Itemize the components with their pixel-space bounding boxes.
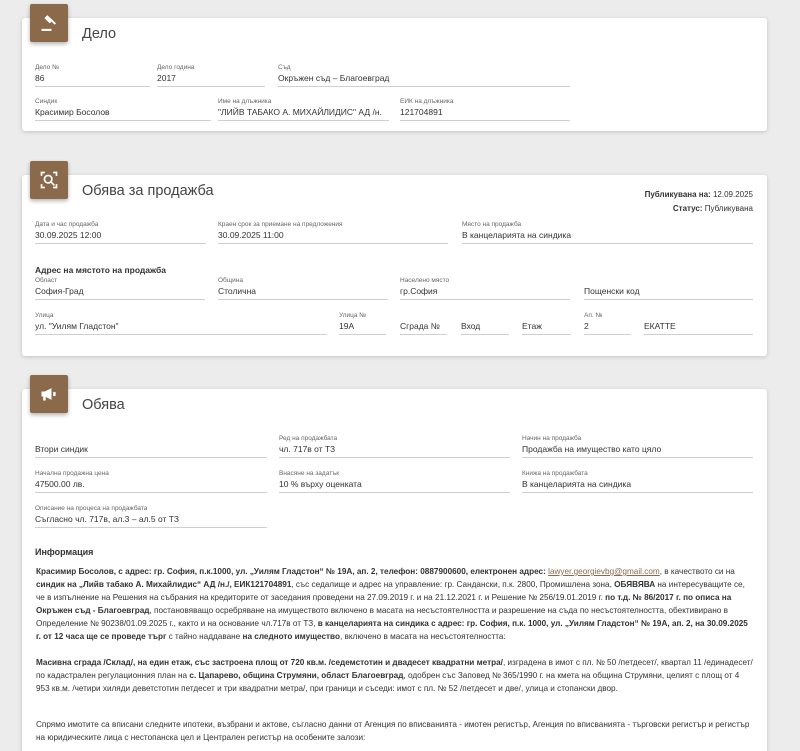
- building-field[interactable]: Сграда №: [400, 320, 447, 335]
- start-price-field[interactable]: Начална продажна цена 47500.00 лв.: [35, 470, 267, 493]
- case-number-field[interactable]: Дело № 86: [35, 64, 150, 87]
- gavel-badge: [30, 4, 68, 42]
- sale-documents-field[interactable]: Книжа на продажбата В канцеларията на синдика: [522, 470, 753, 493]
- ad-card: [22, 389, 767, 751]
- gavel-icon: [39, 13, 59, 33]
- ekatte-field[interactable]: ЕКАТТЕ: [644, 320, 753, 335]
- settlement-field[interactable]: Населено място гр.София: [400, 277, 570, 300]
- address-heading: Адрес на мястото на продажба: [35, 265, 167, 275]
- search-icon: [39, 170, 59, 190]
- case-year-field[interactable]: Дело година 2017: [157, 64, 265, 87]
- sale-place-field[interactable]: Място на продажба В канцеларията на синдика: [462, 221, 753, 244]
- case-card: [22, 18, 767, 131]
- sale-datetime-field[interactable]: Дата и час продажба 30.09.2025 12:00: [35, 221, 206, 244]
- debtor-eik-field[interactable]: ЕИК на длъжника 121704891: [400, 98, 570, 121]
- process-description-field[interactable]: Описание на процеса на продажбата Съгласно чл. 717в, ал.3 – ал.5 от ТЗ: [35, 505, 267, 528]
- floor-field[interactable]: Етаж: [522, 320, 571, 335]
- apartment-field[interactable]: Ап. № 2: [584, 312, 631, 335]
- entrance-field[interactable]: Вход: [461, 320, 509, 335]
- region-field[interactable]: Област София-Град: [35, 277, 205, 300]
- search-badge: [30, 161, 68, 199]
- court-field[interactable]: Съд Окръжен съд – Благоевград: [278, 64, 570, 87]
- debtor-name-field[interactable]: Име на длъжника "ЛИЙВ ТАБАКО А. МИХАЙЛИДИС" АД /н.: [218, 98, 389, 121]
- published-date: Публикувана на: 12.09.2025: [644, 190, 753, 199]
- street-field[interactable]: Улица ул. "Уилям Гладстон": [35, 312, 327, 335]
- info-paragraph-1: Красимир Босолов, с адрес: гр. София, п.к.1000, ул. „Уилям Гладстон“ № 19А, ап. 2, телефон: 0887900600, електронен адрес: lawyer.georgievbg@gmail.com, в качеството си на синдик на „Лийв табако А. Михайлидис“ АД /н./, ЕИК121704891, със седалище и адрес на управление: гр. Сандански, п.к. 2800, Промишлена зона, ОБЯВЯВА на интересуващите се, че в изпълнение на Решения на събрания на кредиторите от заседания проведени на 27.09.2019 г. и на 21.12.2021 г. и Решение № 256/19.01.2019 г. по т.д. № 86/2017 г. по описа на Окръжен съд - Благоевград, постановяващо осребряване на имуществото включено в масата на несъстоятелността и разрешение на съда по несъстоятелността, обективирано в Определение № 90238/01.09.2025 г., както и на основание чл.717в от ТЗ, в канцеларията на синдика с адрес: гр. София, п.к. 1000, ул. „Уилям Гладстон“ № 19А, ап. 2, на 30.09.2025 г. от 12 часа ще се проведе търг с тайно наддаване на следното имущество, включено в масата на несъстоятелността:: [36, 567, 748, 641]
- megaphone-badge: [30, 375, 68, 413]
- sale-title: Обява за продажба: [82, 183, 214, 199]
- megaphone-icon: [39, 384, 59, 404]
- info-paragraph-3: Спрямо имотите са вписани следните ипотеки, възбрани и актове, съгласно данни от Агенция по вписванията - имотен регистър, Агенция по вписванията - търговски регистър и регистър на юридическите лица с нестопанска цел и Централен регистър на особените залози:: [36, 720, 750, 742]
- deadline-field[interactable]: Краен срок за приемане на предложения 30.09.2025 11:00: [218, 221, 448, 244]
- ad-title: Обява: [82, 397, 125, 413]
- street-number-field[interactable]: Улица № 19А: [339, 312, 386, 335]
- email-link[interactable]: lawyer.georgievbg@gmail.com: [548, 567, 660, 576]
- postcode-field[interactable]: Пощенски код: [584, 285, 753, 300]
- info-paragraph-2: Масивна сграда /Склад/, на един етаж, със застроена площ от 720 кв.м. /седемстотин и двадесет квадратни метра/, изградена в имот с пл. № 50 /петдесет/, квартал 11 /единадесет/ по кадастрален регулационния план на с. Цапарево, община Струмяни, област Благоевград, одобрен със Заповед № 365/1990 г. на кмета на община Струмяни, целият с площ от 4 953 кв.м. /четири хиляди деветстотин петдесет и три квадратни метра/, при граници и съседи: имот с пл. № 52 /петдесет и две/, улица и стопански двор.: [36, 658, 753, 693]
- sale-order-field[interactable]: Ред на продажбата чл. 717в от ТЗ: [279, 435, 510, 458]
- trustee-field[interactable]: Синдик Красимир Босолов: [35, 98, 211, 121]
- deposit-field[interactable]: Внасяне на задатък 10 % върху оценката: [279, 470, 510, 493]
- sale-notice-card: [22, 175, 767, 356]
- case-title: Дело: [82, 26, 117, 42]
- info-heading: Информация: [35, 547, 94, 557]
- sale-method-field[interactable]: Начин на продажба Продажба на имущество като цяло: [522, 435, 753, 458]
- status-badge: Статус: Публикувана: [672, 204, 753, 213]
- sale-round-field[interactable]: Втори синдик: [35, 443, 267, 458]
- municipality-field[interactable]: Община Столична: [218, 277, 388, 300]
